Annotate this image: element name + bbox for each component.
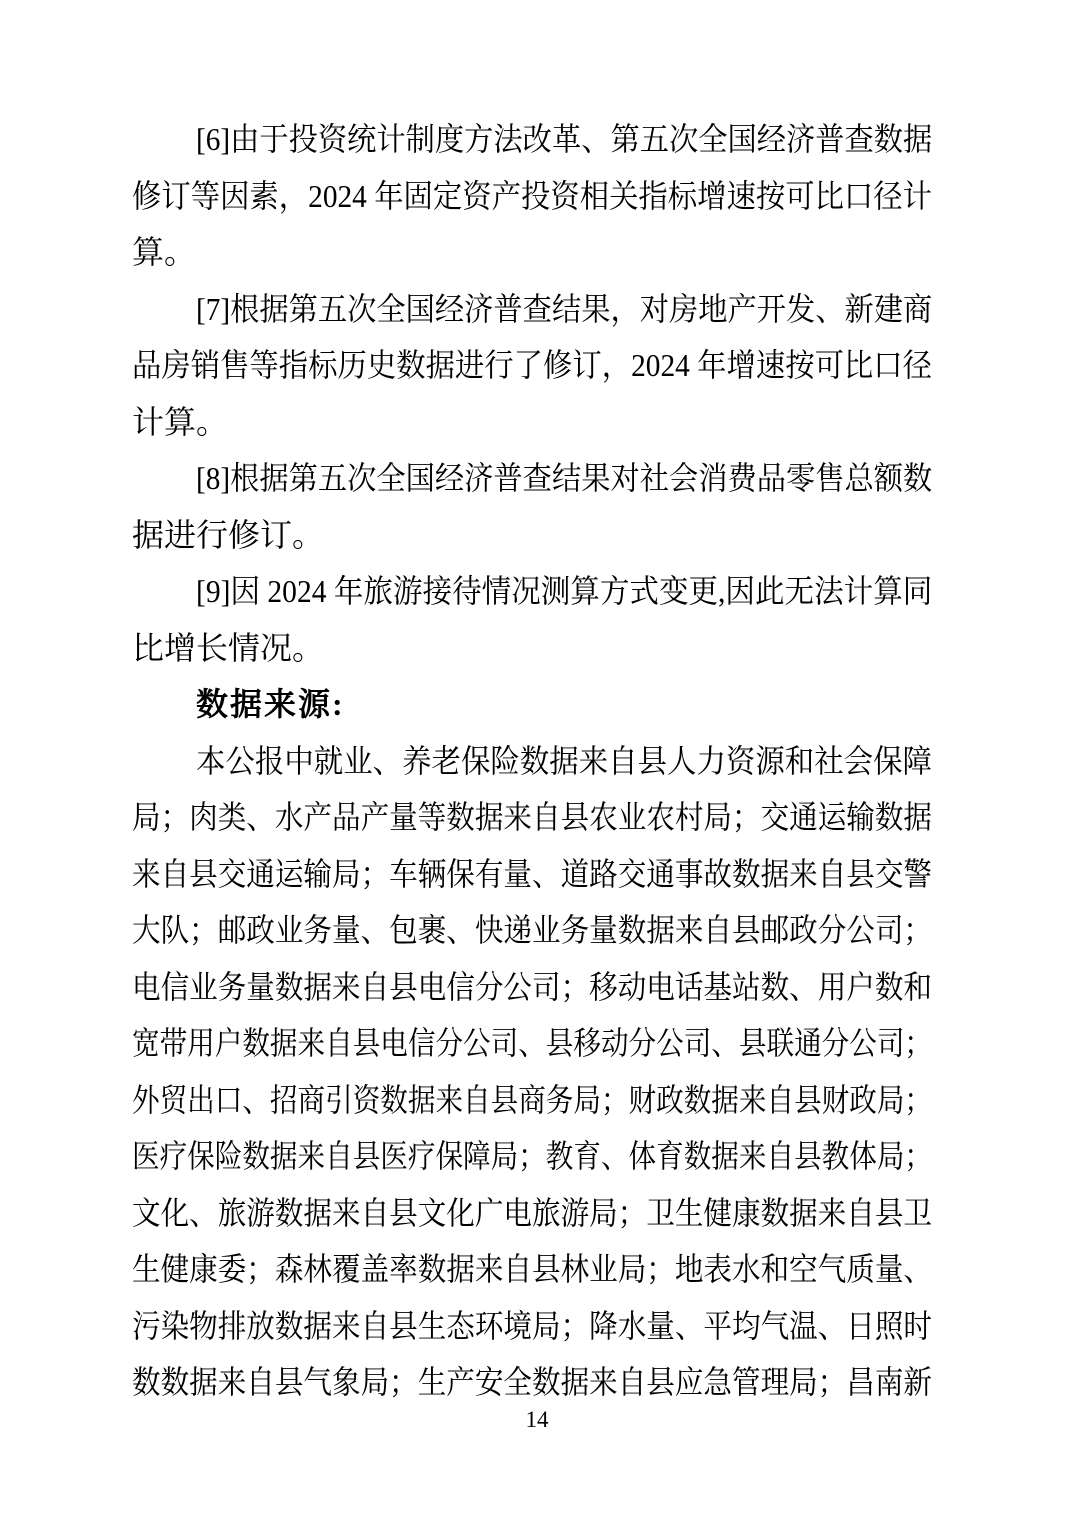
- data-sources-line: [132, 1185, 932, 1242]
- data-sources-line-text: 大队；邮政业务量、包裹、快递业务量数据来自县邮政分公司；: [132, 912, 933, 948]
- page-number: 14: [525, 1407, 549, 1432]
- data-sources-line: [132, 1354, 932, 1411]
- footnote-6-line: [132, 224, 932, 281]
- footnote-7-line-text: 品房销售等指标历史数据进行了修订，2024 年增速按可比口径: [132, 347, 933, 383]
- data-sources-line-text: 外贸出口、招商引资数据来自县商务局；财政数据来自县财政局；: [132, 1081, 933, 1118]
- footnote-8-line-text: 据进行修订。: [132, 516, 325, 553]
- footnote-7-line-text: [7]根据第五次全国经济普查结果，对房地产开发、新建商: [196, 290, 933, 327]
- footnote-7-line: [132, 394, 932, 451]
- data-sources-line: [132, 959, 932, 1016]
- data-sources-line-text: 污染物排放数据来自县生态环境局；降水量、平均气温、日照时: [132, 1307, 933, 1344]
- footnote-6-line: [132, 168, 932, 225]
- footnote-9-line-text: [9]因 2024 年旅游接待情况测算方式变更,因此无法计算同: [196, 573, 933, 609]
- footnote-9-line: [132, 563, 932, 620]
- data-sources-line-text: 生健康委；森林覆盖率数据来自县林业局；地表水和空气质量、: [132, 1251, 933, 1287]
- footnote-9-line-text: 比增长情况。: [132, 629, 325, 666]
- footnote-6-line: [132, 111, 932, 168]
- data-sources-line: [132, 1241, 932, 1298]
- data-sources-heading: [132, 676, 932, 733]
- footnote-8-line-text: [8]根据第五次全国经济普查结果对社会消费品零售总额数: [196, 460, 933, 496]
- page-text-block: [132, 111, 932, 1411]
- data-sources-line-text: 电信业务量数据来自县电信分公司；移动电话基站数、用户数和: [132, 968, 933, 1005]
- footnote-6-line-text: 修订等因素，2024 年固定资产投资相关指标增速按可比口径计: [132, 177, 933, 214]
- data-sources-line: [132, 846, 932, 903]
- footnote-8-line: [132, 450, 932, 507]
- data-sources-heading-text: 数据来源:: [196, 686, 345, 722]
- data-sources-line-text: 本公报中就业、养老保险数据来自县人力资源和社会保障: [196, 742, 933, 779]
- footnote-7-line: [132, 337, 932, 394]
- footnote-9-line: [132, 620, 932, 677]
- footnote-8-line: [132, 507, 932, 564]
- footnote-7-line-text: 计算。: [132, 403, 229, 440]
- data-sources-line-text: 医疗保险数据来自县医疗保障局；教育、体育数据来自县教体局；: [132, 1138, 933, 1174]
- data-sources-line-text: 来自县交通运输局；车辆保有量、道路交通事故数据来自县交警: [132, 855, 933, 892]
- data-sources-line-text: 数数据来自县气象局；生产安全数据来自县应急管理局；昌南新: [132, 1364, 933, 1400]
- data-sources-line-text: 局；肉类、水产品产量等数据来自县农业农村局；交通运输数据: [132, 799, 933, 835]
- footnote-6-line-text: 算。: [132, 234, 197, 270]
- data-sources-line: [132, 733, 932, 790]
- data-sources-line-text: 宽带用户数据来自县电信分公司、县移动分公司、县联通分公司；: [132, 1025, 933, 1061]
- footnote-6-line-text: [6]由于投资统计制度方法改革、第五次全国经济普查数据: [196, 121, 933, 157]
- data-sources-line: [132, 1128, 932, 1185]
- data-sources-line: [132, 1072, 932, 1129]
- data-sources-line: [132, 1298, 932, 1355]
- data-sources-line-text: 文化、旅游数据来自县文化广电旅游局；卫生健康数据来自县卫: [132, 1194, 933, 1231]
- data-sources-line: [132, 1015, 932, 1072]
- data-sources-line: [132, 789, 932, 846]
- data-sources-line: [132, 902, 932, 959]
- footnote-7-line: [132, 281, 932, 338]
